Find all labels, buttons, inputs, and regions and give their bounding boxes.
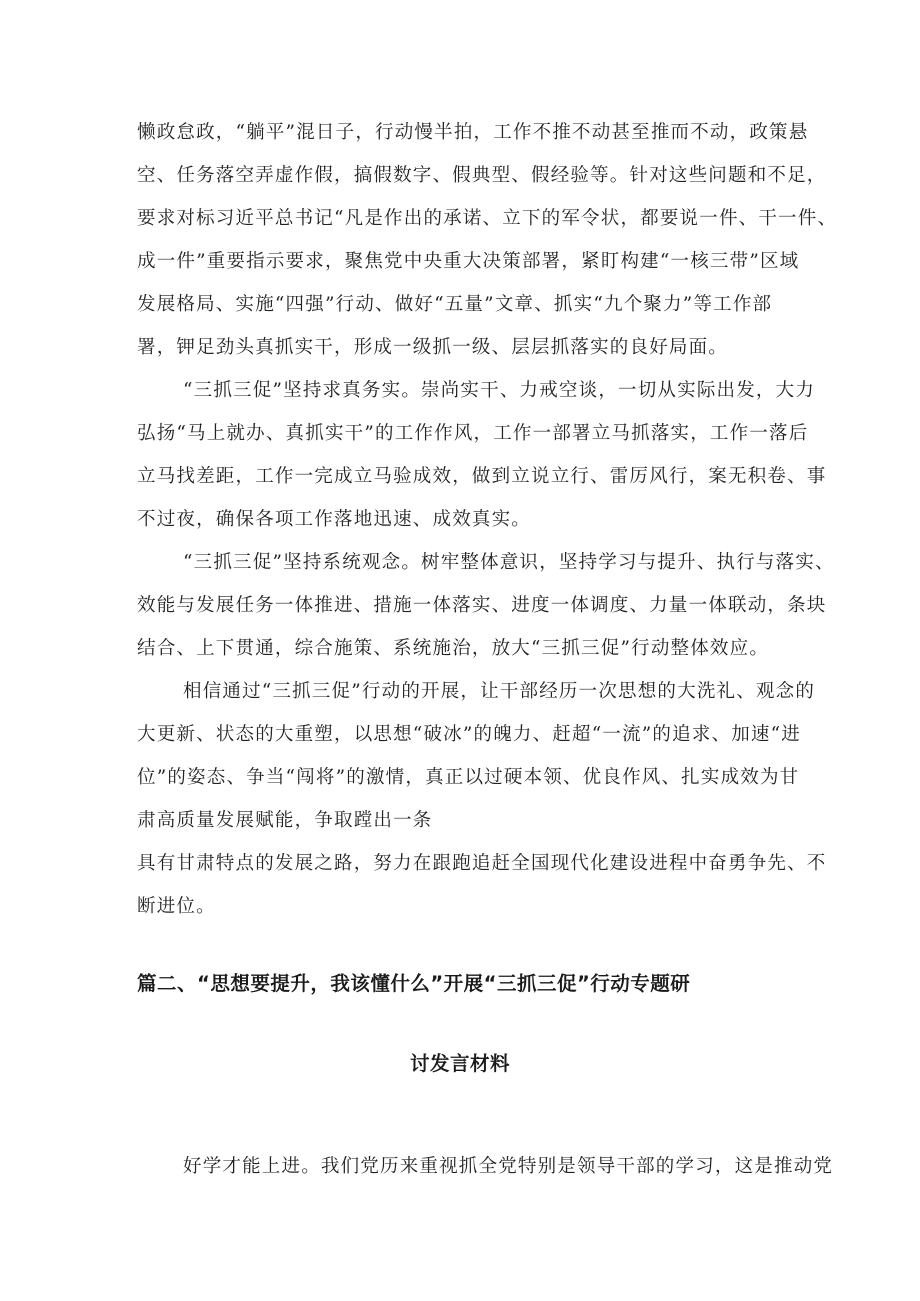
text-line: 好学才能上进。我们党历来重视抓全党特别是领导干部的学习，这是推动党: [183, 1156, 834, 1177]
text-line: 空、任务落空弄虚作假，搞假数字、假典型、假经验等。针对这些问题和不足，: [137, 165, 827, 186]
text-line: 不过夜，确保各项工作落地迅速、成效真实。: [137, 509, 532, 530]
section-heading-continued: 讨发言材料: [410, 1052, 511, 1075]
text-line: “三抓三促”坚持求真务实。崇尚实干、力戒空谈，一切从实际出发，大力: [183, 380, 816, 401]
text-line: 要求对标习近平总书记“凡是作出的承诺、立下的军令状，都要说一件、干一件、: [137, 208, 838, 229]
text-line: “三抓三促”坚持系统观念。树牢整体意识，坚持学习与提升、执行与落实、: [183, 552, 835, 573]
text-line: 弘扬“马上就办、真抓实干”的工作作风，工作一部署立马抓落实，工作一落后: [137, 423, 809, 444]
text-line: 断进位。: [137, 896, 216, 917]
section-heading: 篇二、“思想要提升，我该懂什么”开展“三抓三促”行动专题研: [137, 972, 691, 995]
text-line: 结合、上下贯通，综合施策、系统施治，放大“三抓三促”行动整体效应。: [137, 638, 770, 659]
text-line: 懒政怠政，“躺平”混日子，行动慢半拍，工作不推不动甚至推而不动，政策悬: [137, 122, 809, 143]
text-line: 署，钾足劲头真抓实干，形成一级抓一级、层层抓落实的良好局面。: [137, 337, 729, 358]
text-line: 具有甘肃特点的发展之路，努力在跟跑追赶全国现代化建设进程中奋勇争先、不: [137, 853, 827, 874]
text-line: 成一件”重要指示要求，聚焦党中央重大决策部署，紧盯构建“一核三带”区域: [137, 251, 800, 272]
text-line: 效能与发展任务一体推进、措施一体落实、进度一体调度、力量一体联动，条块: [137, 595, 827, 616]
text-line: 大更新、状态的大重塑，以思想“破冰”的魄力、赶超“一流”的追求、加速“进: [137, 724, 801, 745]
text-line: 相信通过“三抓三促”行动的开展，让干部经历一次思想的大洗礼、观念的: [183, 681, 816, 702]
text-line: 肃高质量发展赋能，争取蹚出一条: [137, 810, 433, 831]
text-line: 立马找差距，工作一完成立马验成效，做到立说立行、雷厉风行，案无积卷、事: [137, 466, 827, 487]
text-line: 位”的姿态、争当“闯将”的激情，真正以过硬本领、优良作风、扎实成效为甘: [137, 767, 800, 788]
text-line: 发展格局、实施“四强”行动、做好“五量”文章、抓实“九个聚力”等工作部: [137, 294, 773, 315]
